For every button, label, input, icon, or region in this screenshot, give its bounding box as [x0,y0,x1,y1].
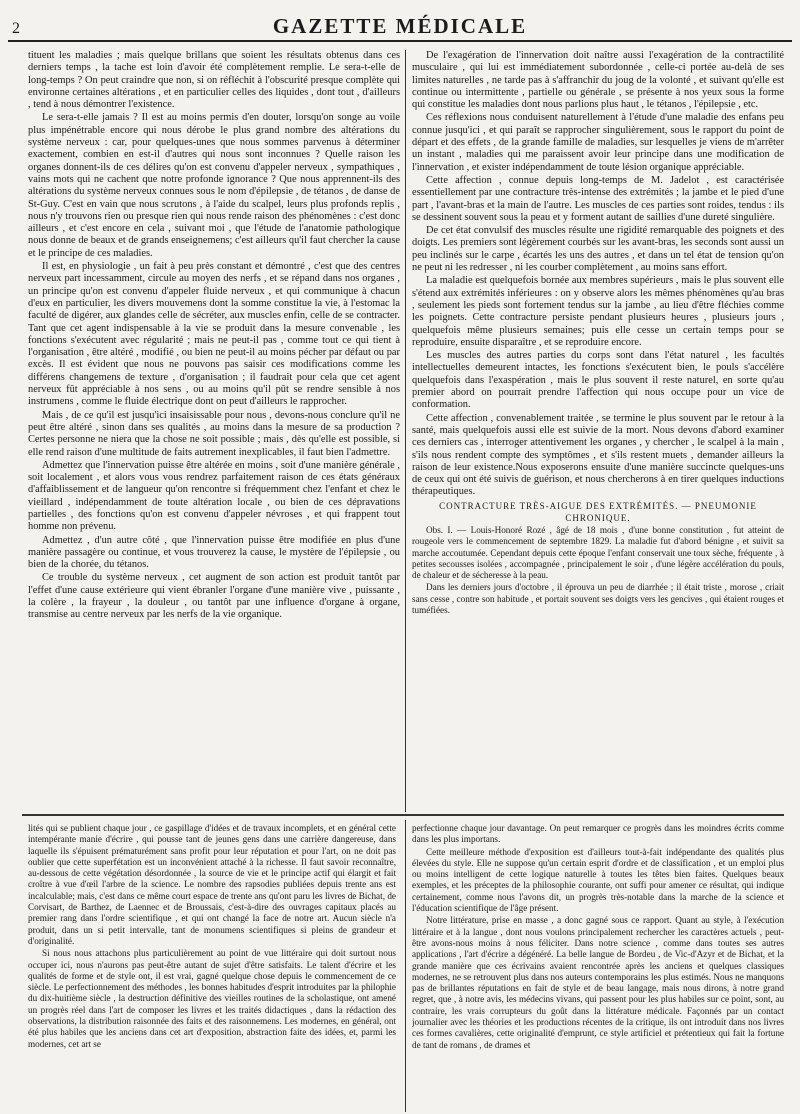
paragraph: De l'exagération de l'innervation doit naître aussi l'exagération de la contractilité musculaire , qui lui est immédiatement subordonnée , celle-ci portée au-delà de ses limites naturelles , ne tarde pas à s'affranchir du joug de la volonté , et suivant qu'elle est continue ou intermittente , partielle ou générale , se présente à nos yeux sous la forme qui constitue les maladies dont nous parlions plus haut , le tétanos , l'épilepsie , etc. [412,50,784,111]
paragraph: Mais , de ce qu'il est jusqu'ici insaisissable pour nous , devons-nous conclure qu'il ne peut être altéré , sinon dans ses qualités , au moins dans la mesure de sa production ? Certes personne ne niera que la chose ne soit possible ; mais , dès qu'elle est possible, si elle rend raison d'une multitude de faits autrement inexplicables, il faut bien l'admettre. [28,409,400,458]
paragraph: De cet état convulsif des muscles résulte une rigidité remarquable des poignets et des doigts. Les premiers sont légèrement courbés sur les avant-bras, les seconds sont aussi un peu inclinés sur le carpe , écartés les uns des autres , et dans un tel état de tension qu'on ne peut ni les redresser , ni les courber complètement , au moins sans effort. [412,225,784,274]
observation-paragraph: Dans les derniers jours d'octobre , il éprouva un peu de diarrhée ; il était triste , morose , criait sans cesse , contre son habitude , et portait souvent ses doigts vers les gencives , qui étaient rouges et tuméfiées. [412,582,784,615]
left-column [28,50,400,808]
paragraph: Le sera-t-elle jamais ? Il est au moins permis d'en douter, lorsqu'on songe au voile plus impénétrable encore qui nous dérobe le plus grand nombre des altérations du système nerveux : car, pour quelques-unes que nous sommes parvenus à déterminer exactement, combien en est-il d'autres qui nous sont inconnues ? Quelle raison les organes donnent-ils de ces délires qu'on est convenu d'appeler nerveux , sympathiques , vains mots qui ne cachent que notre profonde ignorance ? Que nous apprennent-ils des altérations du système nerveux connues sous le nom d'épilepsie , de tétanos , de danse de St-Guy. C'est en vain que nous scrutons , à l'aide du scalpel, leurs plus profonds replis , nous n'y trouvons rien ou presque rien qui nous rende raison des phénomènes : c'est donc ailleurs , et c'est encore en cela , suivant moi , que l'étude de l'anatomie pathologique nous donne de beaux et de grands enseignemens; c'est ailleurs qu'il faut chercher la cause et le principe de ces maladies. [28,112,400,259]
paragraph: perfectionne chaque jour davantage. On peut remarquer ce progrès dans les moindres écrits comme dans les plus importans. [412,823,784,845]
page-number: 2 [12,20,20,37]
page-header [8,6,792,42]
paragraph: Cette affection , connue depuis long-temps de M. Jadelot , est caractérisée essentiellement par une contracture très-intense des extrémités ; la jambe et le pied d'une part , l'avant-bras et la main de l'autre. Les muscles de ces parties sont roides, tendus : ils se dessinent souvent sous la peau et y forment autant de saillies d'une dureté singulière. [412,174,784,223]
paragraph: tituent les maladies ; mais quelque brillans que soient les résultats obtenus dans ces derniers temps , la tache est loin d'avoir été complètement remplie. Le sera-t-elle de long-temps ? On peut craindre que non, si on réfléchit à l'obscurité presque complète qui environne certaines altérations , et en particulier celles des liquides , dont tout , d'ailleurs , tend à nous démontrer l'existence. [28,50,400,111]
column-divider [405,820,406,1112]
feuilleton-divider [22,814,784,816]
paragraph: Admettez que l'innervation puisse être altérée en moins , soit d'une manière générale , soit localement , et alors vous vous rendrez parfaitement raison de ces états généraux d'affaiblissement et de langueur qu'on rencontre si fréquemment chez l'enfant et chez le vieillard , indépendamment de toute altération locale , ou bien de ces dépravations partielles , des fonctions qu'on est convenu d'appeler névroses , et qui frappent tout homme non prévenu. [28,459,400,533]
paragraph: Cette affection , convenablement traitée , se termine le plus souvent par le retour à la santé, mais quelquefois aussi elle est suivie de la mort. Nous devons d'abord examiner ces derniers cas , interroger attentivement les organes , y chercher , le scalpel à la main , s'ils nous rendent compte des symptômes , et s'ils restent muets , demander ailleurs la raison de leur existence.Nous exposerons ensuite d'une manière succincte quelques-uns de ceux qui ont été suivis de guérison, et nous chercherons à en tirer quelques inductions thérapeutiques. [412,412,784,498]
newspaper-title: GAZETTE MÉDICALE [272,14,528,38]
paragraph: Ces réflexions nous conduisent naturellement à l'étude d'une maladie des enfans peu connue jusqu'ici , et qui paraît se rapprocher singulièrement, sous le rapport du point de départ et des effets , de la grande famille de maladies, sur lesquelles je viens de m'arrêter un instant , maladies qui me paraissent avoir leur principe dans une modification de l'innervation , et exister indépendamment de toute lésion organique appréciable. [412,112,784,173]
paragraph: La maladie est quelquefois bornée aux membres supérieurs , mais le plus souvent elle s'étend aux extrémités inférieures : on y observe alors les mêmes phénomènes qu'au bras , seulement les pieds sont fortement tendus sur la jambe , au lieu d'être fléchies comme les poignets. Cette contracture persiste pendant plusieurs heures , plusieurs jours , quelquefois même plusieurs semaines; puis elle cesse un certain temps pour se reproduire, ensuite disparaître , et se reproduire encore. [412,275,784,348]
feuilleton-right-column [412,823,784,1111]
observation-paragraph: Obs. I. — Louis-Honoré Rozé , âgé de 18 mois , d'une bonne constitution , fut atteint de rougeole vers le commencement de septembre 1829. La maladie fut d'abord bénigne , et suivit sa marche accoutumée. Cependant depuis cette époque l'enfant conservait une toux sèche, fréquente , à petites secousses isolées , accompagnée , principalement le soir , d'une légère accélération du pouls, de chaleur et de sécheresse à la peau. [412,525,784,581]
section-title: CONTRACTURE TRÈS-AIGUE DES EXTRÉMITÉS. — PNEUMONIE CHRONIQUE. [439,500,757,523]
paragraph: Notre littérature, prise en masse , a donc gagné sous ce rapport. Quant au style, à l'exécution littéraire et à la langue , dont nous voulons principalement rechercher les caractères actuels , peut-être avons-nous moins à nous féliciter. Dans notre science , comme dans toutes ses autres applications , l'art d'écrire a dégénéré. La belle langue de Bordeu , de Vic-d'Azyr et de Bichat, et la grande manière que ces écrivains avaient rencontrée après les anciens et quelques classiques modernes, ne se retrouvent plus dans nos auteurs contemporains les plus estimés. Nous ne manquons pas de brillantes réputations en fait de style et de beau langage, mais nous dirons, à notre grand regret, que , à notre avis, les médecins vivans, qui passent pour les plus habiles sur ce point, sont, au contraire, les vrais corrupteurs du goût dans la littérature médicale. Façonnés par un contact journalier avec les théories et les productions récentes de la critique, ils ont introduit dans nos livres ces formes cavalières, cette originalité d'emprunt, ce style artificiel et prétentieux qui fait la fortune de tant de romans , de drames et [412,915,784,1050]
paragraph: Cette meilleure méthode d'exposition est d'ailleurs tout-à-fait indépendante des qualités plus élevées du style. Elle ne suppose qu'un certain esprit d'ordre et de classification , et un emploi plus ou moins intelligent de cette logique naturelle à toutes les têtes bien faites. Quelques beaux exemples, et les préceptes de la philosophie courante, ont suffi pour amener ce résultat, qui indique certainement, comme nous l'avons dit, un progrès très-notable dans la marche de la science et l'éducation scientifique de l'âge présent. [412,846,784,914]
paragraph: Ce trouble du système nerveux , cet augment de son action est produit tantôt par l'effet d'une cause extérieure qui vient ébranler l'organe d'une manière vive , puissante , la colère , la frayeur , la douleur , ou tantôt par une influence d'organe à organe, transmise au centre nerveux par les nerfs de la vie organique. [28,572,400,621]
paragraph: Les muscles des autres parties du corps sont dans l'état naturel , les facultés intellectuelles demeurent intactes, les fonctions s'exécutent bien, le pouls s'accélère quelquefois dans l'exaspération , mais le plus souvent il reste naturel, en sorte qu'au premier abord on pourrait prendre l'affection qui nous occupe pour un vice de conformation. [412,350,784,411]
right-column [412,50,784,808]
paragraph: Admettez , d'un autre côté , que l'innervation puisse être modifiée en plus d'une manière passagère ou continue, et vous trouverez la cause, le mystère de l'épilepsie , ou bien de la chorée, du tétanos. [28,534,400,571]
paragraph: lités qui se publient chaque jour , ce gaspillage d'idées et de travaux incomplets, et en général cette intempérante manie d'écrire , qui pousse tant de jeunes gens dans une carrière dangereuse, dans laquelle ils s'épuisent prématurément sans profit pour leur réputation et pour l'art, on ne doit pas oublier que cette superfétation est un inconvénient attaché à la richesse. Il faut savoir reconnaître, au-dessous de cette végétation désordonnée , la source de vie et le principe actif qui élargit et fait croître à vue d'œil l'arbre de la science. Le nombre des rapsodies publiées depuis trente ans est incalculable; mais, c'est dans ce même court espace de trente ans qu'ont paru les livres de Bichat, de Corvisart, de Barthez, de Laennec et de Broussais, c'est-à-dire des ouvrages capitaux placés au premier rang dans l'ordre scientifique , et qui ont changé la face de notre art. Aucun siècle n'a produit, dans un si petit intervalle, tant de monumens scientifiques si pleins de grandeur et d'originalité. [28,823,396,946]
column-divider [405,50,406,812]
paragraph: Si nous nous attachons plus particulièrement au point de vue littéraire qui doit surtout nous occuper ici, nous n'aurons pas peut-être autant de sujet d'être satisfaits. Le talent d'écrire et les qualités de forme et de style ont, il est vrai, gagné quelque chose depuis le commencement de ce siècle. Le perfectionnement des méthodes , les bonnes habitudes d'esprit introduites par la philophie du dix-huitième siècle , la destruction définitive des vieilles routines de la scholastique, ont amené un progrès réel dans l'art de composer les livres et les traités didactiques , dans la rédaction des observations, la distribution raisonnée des faits et des raisonnemens. Les modernes, en général, ont été plus habiles que les anciens dans cet art d'exposition, abstraction faite des idées, et, parmi les modernes, cet art se [28,948,396,1049]
feuilleton-left-column [28,823,396,1111]
paragraph: Il est, en physiologie , un fait à peu près constant et démontré , c'est que des centres nerveux part incessamment, circule au moyen des nerfs , et se répand dans nos organes , un principe qu'on est convenu d'appeler fluide nerveux , et qui communique à chacun d'eux en particulier, les divers mouvemens dont la somme constitue la vie, à l'estomac la faculté de digérer, aux glandes celle de sécréter, aux muscles enfin, celle de se contracter. Tant que cet agent indispensable à la vie se produit dans la mesure convenable , les fonctions s'exécutent avec régularité ; mais ne peut-il pas , comme tout ce qui tient à l'organisation , être altéré , modifié , ou bien ne peut-il au moins pécher par défaut ou par excès. Il est évident que nous ne pouvons pas saisir ces modifications comme les différens changemens de texture , d'organisation ; il faudrait pour cela que cet agent nerveux fût appréciable à nos sens , ou au moins qu'il pût se rendre sensible à nos instrumens , comme le fluide électrique dont on peut d'ailleurs le rapprocher. [28,261,400,408]
